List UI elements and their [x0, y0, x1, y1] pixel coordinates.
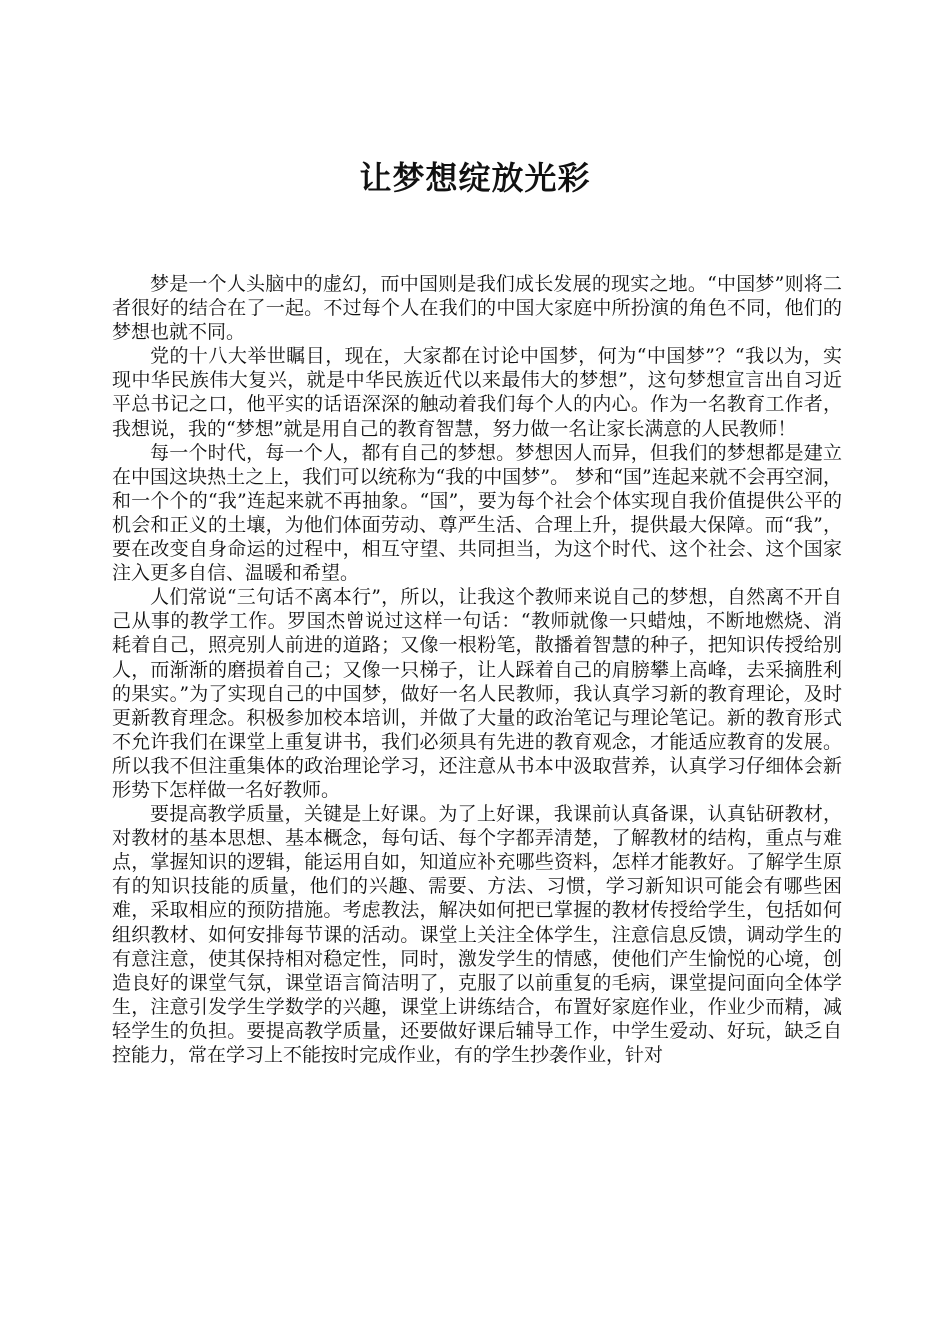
paragraph: 要提高教学质量，关键是上好课。为了上好课，我课前认真备课，认真钻研教材，对教材的基本思想、基本概念，每句话、每个字都弄清楚，了解教材的结构，重点与难点，掌握知识的逻辑，能运用自如，知道应补充哪些资料，怎样才能教好。了解学生原有的知识技能的质量，他们的兴趣、需要、方法、习惯，学习新知识可能会有哪些困难，采取相应的预防措施。考虑教法，解决如何把已掌握的教材传授给学生，包括如何组织教材、如何安排每节课的活动。课堂上关注全体学生，注意信息反馈，调动学生的有意注意，使其保持相对稳定性，同时，激发学生的情感，使他们产生愉悦的心境，创造良好的课堂气氛，课堂语言简洁明了，克服了以前重复的毛病，课堂提问面向全体学生，注意引发学生学数学的兴趣，课堂上讲练结合，布置好家庭作业，作业少而精，减轻学生的负担。要提高教学质量，还要做好课后辅导工作，中学生爱动、好玩，缺乏自控能力，常在学习上不能按时完成作业，有的学生抄袭作业，针对 — [112, 803, 842, 1066]
paragraph: 人们常说“三句话不离本行”，所以，让我这个教师来说自己的梦想，自然离不开自己从事的教学工作。罗国杰曾说过这样一句话：“教师就像一只蜡烛，不断地燃烧、消耗着自己，照亮别人前进的道路；又像一根粉笔，散播着智慧的种子，把知识传授给别人，而渐渐的磨损着自己；又像一只梯子，让人踩着自己的肩膀攀上高峰，去采摘胜利的果实。”为了实现自己的中国梦，做好一名人民教师，我认真学习新的教育理论，及时更新教育理念。积极参加校本培训，并做了大量的政治笔记与理论笔记。新的教育形式不允许我们在课堂上重复讲书，我们必须具有先进的教育观念，才能适应教育的发展。所以我不但注重集体的政治理论学习，还注意从书本中汲取营养，认真学习仔细体会新形势下怎样做一名好教师。 — [112, 586, 842, 801]
paragraph: 党的十八大举世瞩目，现在，大家都在讨论中国梦，何为“中国梦”？“我以为，实现中华民族伟大复兴，就是中华民族近代以来最伟大的梦想”，这句梦想宣言出自习近平总书记之口，他平实的话语深深的触动着我们每个人的内心。作为一名教育工作者，我想说，我的“梦想”就是用自己的教育智慧，努力做一名让家长满意的人民教师！ — [112, 345, 842, 440]
paragraph: 梦是一个人头脑中的虚幻，而中国则是我们成长发展的现实之地。“中国梦”则将二者很好的结合在了一起。不过每个人在我们的中国大家庭中所扮演的角色不同，他们的梦想也就不同。 — [112, 273, 842, 344]
document-title: 让梦想绽放光彩 — [359, 159, 591, 197]
document-body — [112, 272, 842, 1067]
paragraph: 每一个时代，每一个人，都有自己的梦想。梦想因人而异，但我们的梦想都是建立在中国这块热土之上，我们可以统称为“我的中国梦”。 梦和“国”连起来就不会再空洞，和一个个的“我”连起来就不再抽象。“国”，要为每个社会个体实现自我价值提供公平的机会和正义的土壤，为他们体面劳动、尊严生活、合理上升，提供最大保障。而“我”，要在改变自身命运的过程中，相互守望、共同担当，为这个时代、这个社会、这个国家注入更多自信、温暖和希望。 — [112, 441, 842, 585]
